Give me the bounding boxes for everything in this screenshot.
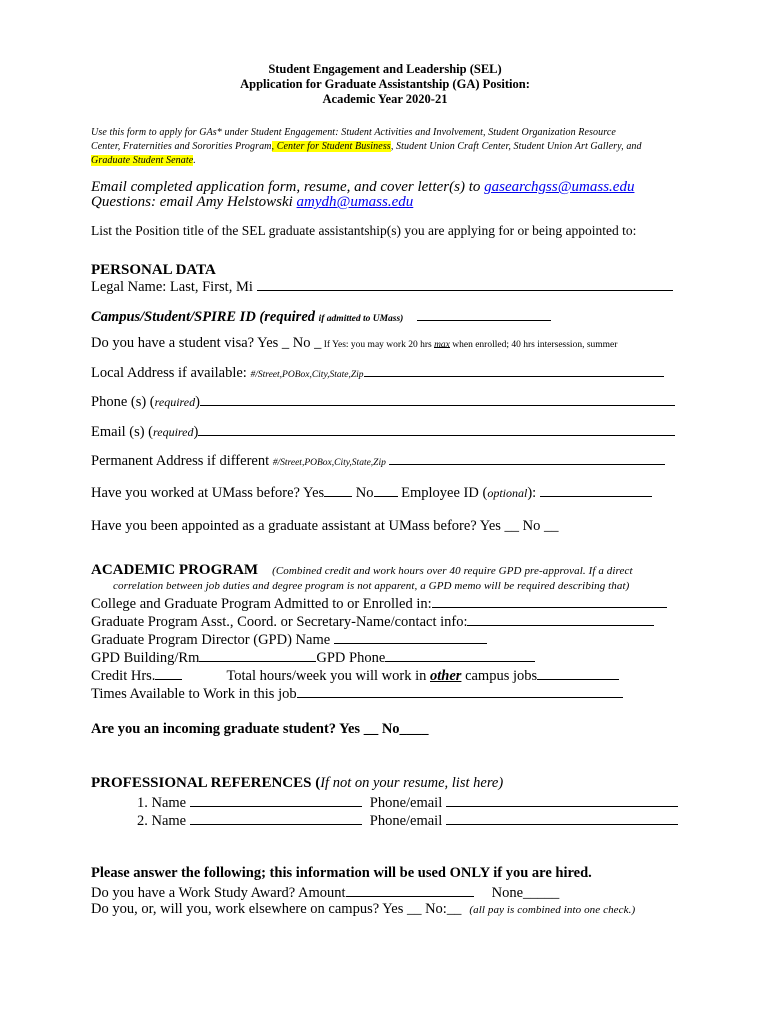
program-assistant-label: Graduate Program Asst., Coord. or Secretary-Name/contact info: [91,614,468,630]
permanent-address-hint: #/Street,POBox,City,State,Zip [272,458,386,468]
incoming-student-question[interactable]: Are you an incoming graduate student? Yes __ No____ [91,721,429,737]
email-row [91,421,675,441]
total-hours-field[interactable] [537,665,619,680]
local-address-hint: #/Street,POBox,City,State,Zip [250,370,364,380]
references-heading-bold: PROFESSIONAL REFERENCES ( [91,775,321,791]
academic-note-continued: correlation between job duties and degree program is not apparent, a GPD memo will be required describing that) [113,580,630,592]
email-instruction-text: Email completed application form, resume, and cover letter(s) to [91,179,485,195]
employee-id-label: Employee ID ( [397,485,488,501]
questions-contact [91,194,413,210]
reference-1-row [137,792,678,812]
times-available-row [91,683,623,703]
gpd-building-field[interactable] [199,647,316,662]
gpd-phone-label: GPD Phone [316,650,386,666]
visa-note-max: max [434,336,450,348]
employee-id-field[interactable] [540,482,652,497]
spire-id-note: if admitted to UMass) [318,314,404,324]
reference-2-phone-field[interactable] [446,810,678,825]
spire-id-label: Campus/Student/SPIRE ID (required [91,309,319,325]
program-director-field[interactable] [334,629,487,644]
work-elsewhere-question[interactable]: Do you, or, will you, work elsewhere on campus? Yes __ No:__ [91,901,462,917]
college-program-label: College and Graduate Program Admitted to or Enrolled in: [91,596,432,612]
times-available-label: Times Available to Work in this job [91,686,297,702]
reference-2-name-label: 2. Name [137,813,190,829]
form-title-line3: Academic Year 2020-21 [322,92,448,106]
worked-no-label: No [352,485,374,501]
worked-yes-field[interactable] [324,482,352,497]
academic-note: (Combined credit and work hours over 40 require GPD pre-approval. If a direct [272,565,633,577]
hired-info-heading: Please answer the following; this information will be used ONLY if you are hired. [91,865,592,881]
questions-email-link[interactable]: amydh@umass.edu [296,194,414,210]
visa-note: when enrolled; 40 hrs intersession, summer [449,340,618,350]
phone-field[interactable] [200,391,675,406]
credit-hours-field[interactable] [155,665,182,680]
local-address-field[interactable] [364,362,664,377]
legal-name-row [91,276,673,296]
program-director-row [91,629,487,649]
references-heading-note: If not on your resume, list here) [320,775,504,791]
gpd-building-label: GPD Building/Rm [91,650,200,666]
work-elsewhere-row [91,900,635,919]
email-label: Email (s) ( [91,424,154,440]
total-hours-label: Total hours/week you will work in [226,668,431,684]
work-study-amount-field[interactable] [346,882,474,897]
times-available-field[interactable] [297,683,623,698]
gpd-building-row [91,647,535,667]
total-hours-label-end: campus jobs [461,668,538,684]
intro-text: , Student Union Craft Center, Student Union Art Gallery, and [390,141,642,152]
personal-data-heading: PERSONAL DATA [91,262,216,278]
local-address-row [91,362,664,384]
gpd-phone-field[interactable] [385,647,535,662]
credit-hours-row [91,665,619,685]
college-program-row [91,593,667,613]
permanent-address-label: Permanent Address if different [91,453,273,469]
references-heading [91,774,503,792]
permanent-address-row [91,450,665,472]
program-assistant-row [91,611,654,631]
academic-program-heading: ACADEMIC PROGRAM [91,562,259,578]
credit-hours-label: Credit Hrs. [91,668,156,684]
email-instructions [91,179,634,195]
program-assistant-field[interactable] [467,611,654,626]
form-title-line1: Student Engagement and Leadership (SEL) [268,62,502,76]
intro-highlight: , Center for Student Business [271,141,391,152]
college-program-field[interactable] [432,593,667,608]
intro-highlight: Graduate Student Senate [91,155,194,166]
program-director-label: Graduate Program Director (GPD) Name [91,632,334,648]
reference-2-name-field[interactable] [190,810,362,825]
work-study-none[interactable]: None_____ [491,885,560,901]
spire-id-row [91,306,551,328]
work-study-row [91,882,559,902]
phone-required: required [154,395,196,409]
reference-1-phone-field[interactable] [446,792,678,807]
spire-id-field[interactable] [417,306,551,321]
employee-id-label-end: ): [527,485,540,501]
employee-id-optional: optional [487,486,528,500]
phone-row [91,391,675,411]
position-title-prompt: List the Position title of the SEL graduate assistantship(s) you are applying for or being appointed to: [91,223,637,238]
appointed-before-question[interactable]: Have you been appointed as a graduate assistant at UMass before? Yes __ No __ [91,518,559,534]
reference-2-phone-label: Phone/email [369,813,446,829]
phone-label: Phone (s) ( [91,394,155,410]
legal-name-label: Legal Name: Last, First, Mi [91,279,253,295]
reference-2-row [137,810,678,830]
permanent-address-field[interactable] [389,450,665,465]
email-label-end: ) [193,424,199,440]
reference-1-name-label: 1. Name [137,795,190,811]
work-study-label: Do you have a Work Study Award? Amount [91,885,346,901]
phone-label-end: ) [195,394,200,410]
email-required: required [153,425,194,439]
reference-1-phone-label: Phone/email [369,795,446,811]
worked-before-question: Have you worked at UMass before? Yes [91,485,325,501]
intro-text: Use this form to apply for GAs* under Student Engagement: Student Activities and Involvement, Student Organization Resource [91,127,616,138]
intro-text: Center, Fraternities and Sororities Program [91,141,272,152]
intro-text: . [193,155,196,166]
intro-line3 [91,152,196,170]
total-hours-other: other [430,668,462,684]
email-field[interactable] [198,421,675,436]
local-address-label: Local Address if available: [91,365,251,381]
form-title-line2: Application for Graduate Assistantship (GA) Position: [240,77,530,91]
reference-1-name-field[interactable] [190,792,362,807]
questions-text: Questions: email Amy Helstowski [91,194,297,210]
worked-no-field[interactable] [374,482,398,497]
visa-question[interactable]: Do you have a student visa? Yes _ No _ [91,335,322,351]
visa-row [91,334,617,354]
worked-before-row [91,482,652,502]
legal-name-field[interactable] [257,276,673,291]
application-email-link[interactable]: gasearchgss@umass.edu [484,179,635,195]
visa-note: If Yes: you may work 20 hrs [321,340,435,350]
work-elsewhere-note: (all pay is combined into one check.) [469,904,636,916]
